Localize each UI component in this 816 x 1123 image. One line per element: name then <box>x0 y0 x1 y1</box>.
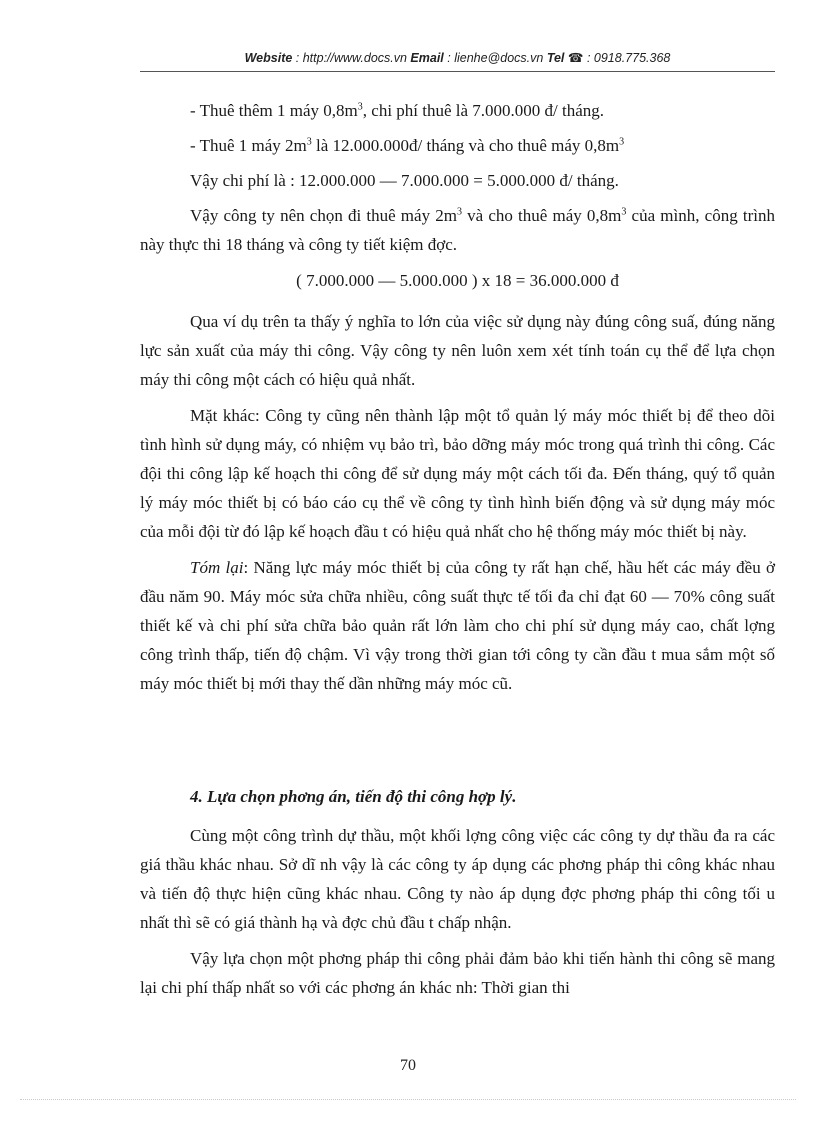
header-divider <box>140 71 775 72</box>
footer-divider <box>20 1099 796 1100</box>
email-label: Email <box>410 51 444 65</box>
section-heading: 4. Lựa chọn phơng án, tiến độ thi công hợp lý. <box>190 787 517 806</box>
page-number: 70 <box>400 1057 416 1074</box>
superscript: 3 <box>619 136 625 148</box>
tel-value: : 0918.775.368 <box>583 51 671 65</box>
cost-line: Vậy chi phí là : 12.000.000 — 7.000.000 = 5.000.000 đ/ tháng. <box>190 171 619 190</box>
tel-label: Tel <box>546 51 565 65</box>
p1-a: Vậy công ty nên chọn đi thuê máy 2m <box>190 206 457 225</box>
summary-lead: Tóm lại <box>190 558 244 577</box>
rent-line-2-text: - Thuê 1 máy 2m <box>190 136 307 155</box>
paragraph-conclusion-rent <box>140 201 775 259</box>
rent-line-2-mid: là 12.000.000đ/ tháng và cho thuê máy 0,8m <box>311 136 620 155</box>
paragraph-example-meaning: Qua ví dụ trên ta thấy ý nghĩa to lớn của việc sử dụng này đúng công suấ, đúng năng lực sản xuất của máy thi công. Vậy công ty nên luôn xem xét tính toán cụ thể để lựa chọn máy thi công một cách có hiệu quả nhất. <box>140 312 775 389</box>
p1-b: và cho thuê máy 0,8m <box>461 206 622 225</box>
phone-icon: ☎ <box>567 51 584 65</box>
p1-c: của mình, công trình này thực thi 18 tháng và công ty tiết kiệm đợc. <box>140 206 775 254</box>
rent-line-1-tail: , chi phí thuê là 7.000.000 đ/ tháng. <box>362 101 605 120</box>
rent-line-2 <box>140 131 775 160</box>
paragraph-bidding: Cùng một công trình dự thầu, một khối lợng công việc các công ty dự thầu đa ra các giá thầu khác nhau. Sở dĩ nh vậy là các công ty áp dụng các phơng pháp thi công khác nhau và tiến độ thực hiện cũng khác nhau. Công ty nào áp dụng đợc phơng pháp thi công tối u nhất thì sẽ có giá thành hạ và đợc chủ đầu t chấp nhận. <box>140 826 775 932</box>
superscript: 3 <box>456 206 462 218</box>
page-header <box>140 50 775 65</box>
rent-line-1-text: - Thuê thêm 1 máy 0,8m <box>190 101 358 120</box>
superscript: 3 <box>357 101 363 113</box>
paragraph-method-choice: Vậy lựa chọn một phơng pháp thi công phải đảm bảo khi tiến hành thi công sẽ mang lại chi phí thấp nhất so với các phơng án khác nh: Thời gian thi <box>140 949 775 997</box>
website-label: Website <box>244 51 293 65</box>
document-body <box>140 96 775 1009</box>
rent-line-1 <box>140 96 775 125</box>
savings-formula: ( 7.000.000 — 5.000.000 ) x 18 = 36.000.000 đ <box>296 271 619 290</box>
paragraph-other-side: Mặt khác: Công ty cũng nên thành lập một tổ quản lý máy móc thiết bị để theo dõi tình hình sử dụng máy, có nhiệm vụ bảo trì, bảo dỡng máy móc trong quá trình thi công. Các đội thi công lập kế hoạch thi công để sử dụng máy một cách tối đa. Đến tháng, quý tổ quản lý máy móc thiết bị có báo cáo cụ thể về công ty tình hình biến động và sử dụng máy móc của mỗi đội từ đó lập kế hoạch đầu t có hiệu quả nhất cho hệ thống máy móc thiết bị này. <box>140 406 775 541</box>
website-value: : http://www.docs.vn <box>292 51 411 65</box>
superscript: 3 <box>306 136 312 148</box>
superscript: 3 <box>621 206 627 218</box>
paragraph-summary <box>140 553 775 698</box>
summary-text: : Năng lực máy móc thiết bị của công ty rất hạn chế, hầu hết các máy đều ở đầu năm 90. Máy móc sửa chữa nhiều, công suất thực tế tối đa chỉ đạt 60 — 70% công suất thiết kế và chi phí sửa chữa bảo quản rất lớn làm cho chi phí sử dụng máy cao, chất lợng công trình thấp, tiến độ chậm. Vì vậy trong thời gian tới công ty cần đầu t mua sắm một số máy móc thiết bị mới thay thế dần những máy móc cũ. <box>140 558 775 693</box>
email-value: : lienhe@docs.vn <box>443 51 547 65</box>
